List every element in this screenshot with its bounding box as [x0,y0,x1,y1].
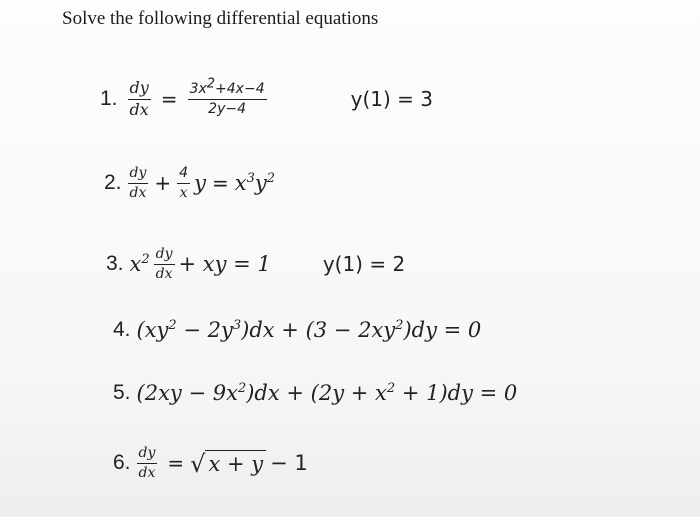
fraction-denominator: dx [138,464,156,481]
problem-4 [113,318,481,342]
rhs-fraction [188,76,267,118]
term: y [254,171,267,196]
term: (2xy − 9x [136,381,238,405]
term: − 2y [176,318,233,342]
fraction-bar [188,99,267,100]
equation-rest: + xy = 1 [178,252,271,277]
derivative-fraction [128,80,151,119]
fraction-bar [137,463,158,464]
derivative-fraction [137,446,158,481]
exponent: 3 [246,171,255,187]
fraction-bar [154,264,175,265]
fraction-denominator: dx [155,265,173,282]
fraction-numerator: dy [129,78,149,97]
exponent: 2 [206,76,216,92]
problem-number: 6. [113,451,131,475]
fraction-numerator [188,76,267,98]
fraction-denominator: x [179,184,188,201]
exponent: 2 [395,318,404,333]
exponent: 2 [168,318,177,333]
fraction-numerator: dy [155,246,173,262]
problem-6 [113,446,308,481]
problem-1 [100,76,433,120]
fraction-denominator: dx [129,184,147,201]
exponent: 2 [237,381,247,396]
initial-condition: y(1) = 3 [350,87,433,112]
fraction-bar [177,183,190,184]
rhs-expression [235,171,275,195]
term: x [234,171,247,196]
equation-expression [137,381,518,405]
problem-2 [104,166,275,201]
problem-number: 2. [104,171,122,195]
equals-sign: = [211,171,229,196]
radical-sign-icon: √ [190,450,206,479]
problem-number: 5. [113,381,131,404]
exponent: 2 [141,252,150,268]
problem-number: 4. [113,318,131,341]
radicand: x + y [205,450,266,476]
exponent: 2 [386,381,396,396]
term: )dx + (2y + x [246,381,387,405]
variable-y: y [194,171,206,196]
term: )dx + (3 − 2xy [241,318,396,342]
equals-sign: = [167,451,185,476]
term: (xy [136,318,169,342]
term: 3x [189,81,207,98]
term: +4x−4 [215,81,265,98]
coefficient-fraction [177,166,190,201]
fraction-denominator: 2y−4 [208,101,246,118]
fraction-denominator: dx [129,100,149,120]
fraction-numerator: dy [129,165,147,181]
x-squared [130,252,150,276]
term: x [129,252,142,277]
fraction-bar [128,183,149,184]
problem-number: 3. [106,252,124,276]
term: )dy = 0 [403,318,482,342]
fraction-numerator: 4 [179,165,189,181]
plus-sign: + [154,171,172,196]
fraction-numerator: dy [138,445,156,461]
problem-3 [106,247,405,282]
worksheet-title: Solve the following differential equations [62,8,379,29]
derivative-fraction [128,166,149,201]
initial-condition: y(1) = 2 [322,252,406,277]
problem-5 [113,381,517,405]
exponent: 2 [266,171,275,187]
problem-number: 1. [100,87,118,111]
derivative-fraction [154,247,175,282]
term: + 1)dy = 0 [395,381,518,405]
equation-tail: − 1 [270,451,308,476]
equation-expression [137,318,482,342]
exponent: 3 [232,318,242,333]
square-root [190,450,266,479]
equals-sign: = [160,87,178,112]
